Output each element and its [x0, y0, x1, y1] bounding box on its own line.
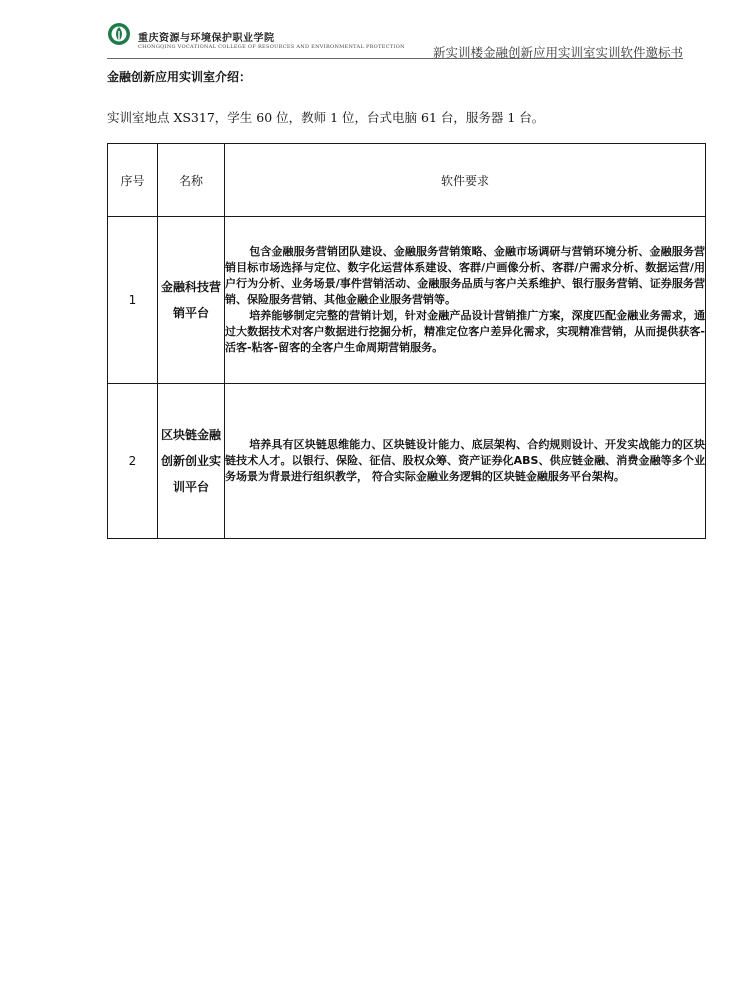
table-row — [108, 384, 706, 539]
school-logo-icon — [107, 22, 131, 46]
row-requirements — [225, 384, 706, 539]
row-num: 2 — [108, 384, 158, 539]
requirement-paragraph: 包含金融服务营销团队建设、金融服务营销策略、金融市场调研与营销环境分析、金融服务营销目标市场选择与定位、数字化运营体系建设、客群/户画像分析、客群/户需求分析、数据运营/用户行为分析、业务场景/事件营销活动、金融服务品质与客户关系维护、银行服务营销、证券服务营销、保险服务营销、其他金融企业服务营销等。 — [225, 245, 705, 306]
requirement-paragraph: 培养能够制定完整的营销计划，针对金融产品设计营销推广方案，深度匹配金融业务需求，通过大数据技术对客户数据进行挖掘分析，精准定位客户差异化需求，实现精准营销，从而提供获客-活客-粘客-留客的全客户生命周期营销服务。 — [225, 309, 705, 354]
lab-description: 实训室地点 XS317，学生 60 位，教师 1 位，台式电脑 61 台，服务器 1 台。 — [107, 110, 545, 125]
section-title: 金融创新应用实训室介绍： — [107, 70, 252, 84]
header-name: 名称 — [158, 144, 225, 217]
school-name-en: CHONGQING VOCATIONAL COLLEGE OF RESOURCES AND ENVIRONMENTAL PROTECTION — [138, 44, 405, 50]
header-req: 软件要求 — [225, 144, 706, 217]
row-requirements — [225, 217, 706, 384]
page-header — [0, 0, 750, 62]
row-num: 1 — [108, 217, 158, 384]
row-name: 区块链金融创新创业实训平台 — [158, 384, 225, 539]
header-num: 序号 — [108, 144, 158, 217]
row-name: 金融科技营销平台 — [158, 217, 225, 384]
school-name: 重庆资源与环境保护职业学院 — [138, 33, 275, 44]
table-header-row — [108, 144, 706, 217]
software-requirements-table — [107, 143, 706, 539]
requirement-paragraph: 培养具有区块链思维能力、区块链设计能力、底层架构、合约规则设计、开发实战能力的区块链技术人才。以银行、保险、征信、股权众筹、资产证券化ABS、供应链金融、消费金融等多个业务场景为背景进行组织教学， 符合实际金融业务逻辑的区块链金融服务平台架构。 — [225, 438, 705, 483]
table-row — [108, 217, 706, 384]
header-rule — [107, 58, 683, 59]
document-title: 新实训楼金融创新应用实训室实训软件邀标书 — [432, 45, 683, 60]
